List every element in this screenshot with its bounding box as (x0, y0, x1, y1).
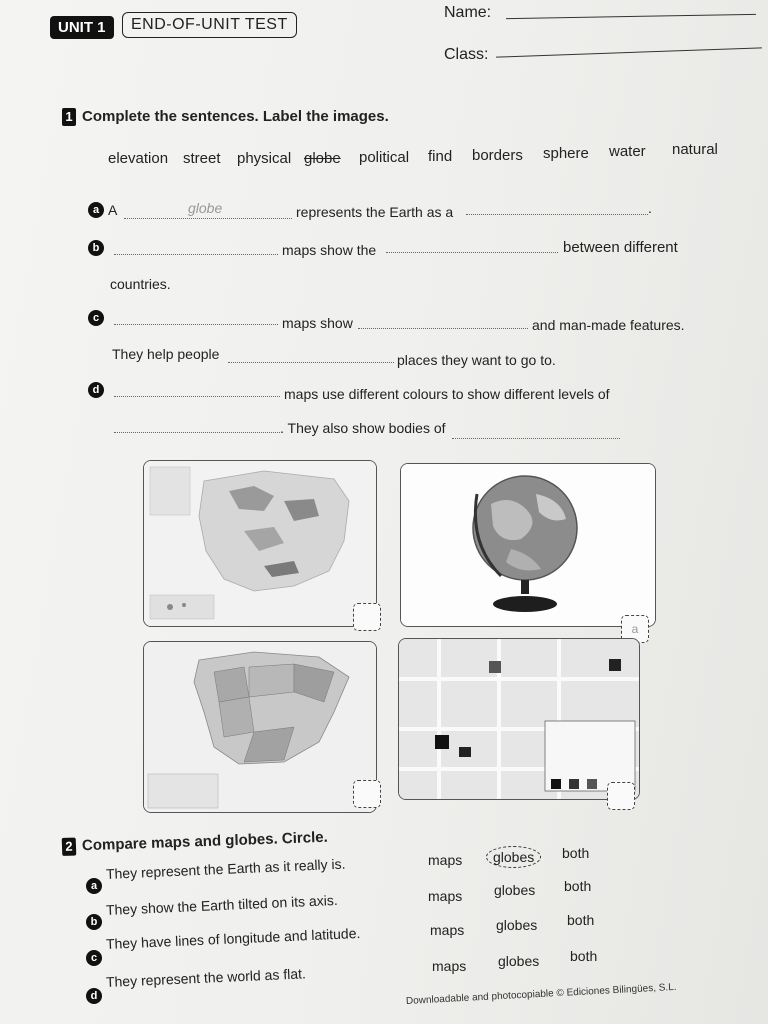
option-maps[interactable]: maps (432, 958, 467, 974)
copyright-footer: Downloadable and photocopiable © Ediciones Bilingües, S.L. (405, 981, 677, 1007)
item-letter-2c: c (86, 950, 102, 966)
item-letter-c: c (88, 310, 104, 326)
option-globes[interactable]: globes (496, 917, 538, 933)
blank-d2[interactable] (114, 432, 280, 433)
option-both[interactable]: both (567, 912, 595, 928)
option-maps[interactable]: maps (430, 922, 465, 938)
item-c-text4: places they want to go to. (397, 352, 556, 368)
image-label-box[interactable]: a (621, 615, 649, 643)
globe-illustration (401, 464, 655, 626)
item-a-text: represents the Earth as a (296, 204, 454, 220)
word-bank-item-used: globe (304, 150, 341, 167)
physical-map-image (143, 460, 377, 627)
word-bank-item: borders (472, 147, 523, 164)
section-title: Compare maps and globes. Circle. (81, 828, 329, 855)
item-letter-2d: d (86, 988, 102, 1004)
word-bank-item: political (359, 149, 410, 166)
word-bank-item: natural (672, 141, 718, 158)
example-answer: globe (188, 200, 223, 216)
item-a-prefix: A (108, 202, 118, 218)
blank-b2[interactable] (386, 252, 558, 253)
option-both[interactable]: both (564, 878, 592, 894)
item-a-end: . (648, 200, 652, 216)
item-letter-d: d (88, 382, 104, 398)
section-2-heading (62, 829, 328, 856)
political-map-image (143, 641, 377, 813)
item-2a-text: They represent the Earth as it really is. (105, 855, 346, 882)
option-both[interactable]: both (570, 948, 598, 964)
word-bank-item: find (428, 148, 453, 165)
unit-badge: UNIT 1 (50, 16, 114, 39)
blank-c2[interactable] (358, 328, 528, 329)
item-c-text3: They help people (112, 346, 220, 362)
blank-d1[interactable] (114, 396, 280, 397)
unit-title: END-OF-UNIT TEST (122, 12, 297, 38)
item-2d-text: They represent the world as flat. (105, 965, 307, 990)
item-d-text2: . They also show bodies of (280, 420, 446, 436)
option-maps[interactable]: maps (428, 888, 463, 904)
option-globes[interactable]: globes (494, 882, 536, 898)
item-letter-2a: a (86, 878, 102, 894)
name-field[interactable] (506, 14, 756, 19)
class-label: Class: (444, 46, 489, 63)
physical-map-illustration (144, 461, 376, 626)
blank-c1[interactable] (114, 324, 278, 325)
item-2c-text: They have lines of longitude and latitude. (105, 924, 361, 952)
item-c-text2: and man-made features. (532, 317, 685, 333)
word-bank-item: sphere (543, 145, 589, 162)
option-maps[interactable]: maps (428, 852, 463, 868)
word-bank-item: elevation (108, 150, 169, 167)
class-field[interactable] (496, 47, 762, 57)
item-c-text1: maps show (282, 315, 353, 331)
blank-d3[interactable] (452, 438, 620, 439)
street-map-illustration (399, 639, 639, 799)
option-both[interactable]: both (562, 845, 590, 861)
item-letter-2b: b (86, 914, 102, 930)
section-1-heading (62, 108, 389, 126)
image-label-box[interactable] (353, 780, 381, 808)
street-map-image (398, 638, 640, 800)
item-letter-b: b (88, 240, 104, 256)
section-number: 1 (62, 108, 76, 126)
section-title: Complete the sentences. Label the images. (82, 108, 389, 125)
item-b-text3: countries. (110, 276, 171, 292)
section-number: 2 (62, 838, 77, 856)
word-bank-item: physical (237, 150, 292, 167)
option-globes-circled[interactable]: globes (486, 846, 541, 868)
name-label: Name: (444, 4, 492, 21)
word-bank-item: water (609, 143, 646, 160)
blank-c3[interactable] (228, 362, 394, 363)
political-map-illustration (144, 642, 376, 812)
globe-image (400, 463, 656, 627)
blank-a2[interactable] (466, 214, 648, 215)
item-b-text1: maps show the (282, 242, 377, 258)
item-d-text1: maps use different colours to show different levels of (284, 386, 610, 402)
item-letter-a: a (88, 202, 104, 218)
image-label-box[interactable] (353, 603, 381, 631)
item-2b-text: They show the Earth tilted on its axis. (105, 891, 339, 918)
word-bank-item: street (183, 150, 221, 167)
blank-b1[interactable] (114, 254, 278, 255)
image-label-box[interactable] (607, 782, 635, 810)
item-b-text2: between different (563, 239, 678, 256)
option-globes[interactable]: globes (498, 953, 540, 969)
blank-a1[interactable] (124, 218, 292, 219)
